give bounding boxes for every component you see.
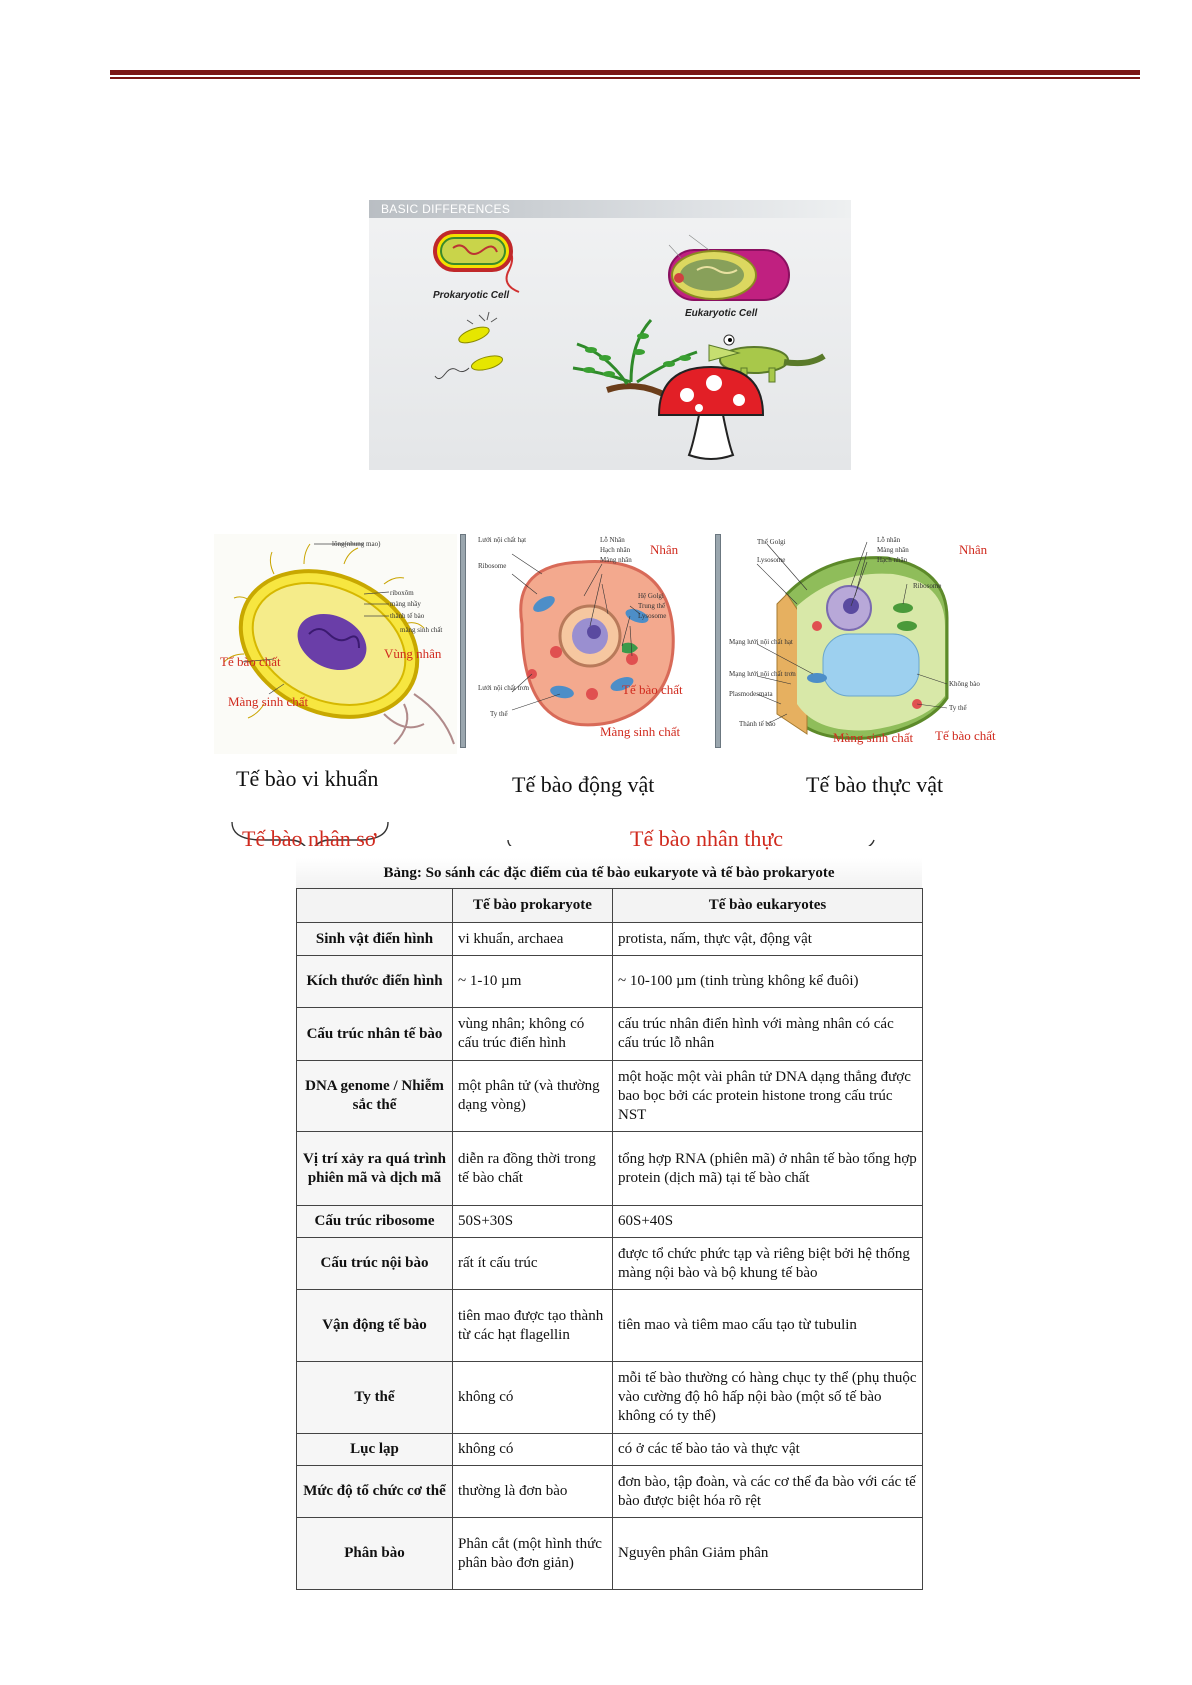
eukaryote-cell: tổng hợp RNA (phiên mã) ở nhân tế bào tổng hợp protein (dịch mã) tại tế bào chất (613, 1132, 923, 1206)
feature-cell: Ty thể (297, 1362, 453, 1434)
nuclear-pore-label: Lỗ nhân (877, 536, 901, 544)
eukaryote-cell: tiên mao và tiêm mao cấu tạo từ tubulin (613, 1290, 923, 1362)
eukaryote-cell: ~ 10-100 µm (tinh trùng không kể đuôi) (613, 956, 923, 1008)
prokaryote-cell: không có (453, 1362, 613, 1434)
feature-cell: Vận động tế bào (297, 1290, 453, 1362)
cell-types-figure (210, 530, 1010, 860)
prokaryotic-cell-icon (435, 232, 519, 292)
prokaryote-cell: vùng nhân; không có cấu trúc điển hình (453, 1008, 613, 1061)
basic-differences-figure (369, 200, 851, 470)
prokaryotic-group-caption: Tế bào nhân sơ (242, 826, 377, 851)
table-row (297, 1132, 923, 1206)
table-header-row (297, 889, 923, 923)
nucleoid-label: Vùng nhân (384, 646, 442, 661)
header-rule (110, 70, 1140, 79)
eukaryote-cell: đơn bào, tập đoàn, và các cơ thể đa bào với các tế bào được biệt hóa rõ rệt (613, 1466, 923, 1518)
animal-caption: Tế bào động vật (512, 772, 655, 797)
eukaryote-cell: mỗi tế bào thường có hàng chục ty thể (phụ thuộc vào cường độ hô hấp nội bào (một số tế bào không có ty thể) (613, 1362, 923, 1434)
plant-caption: Tế bào thực vật (806, 772, 944, 797)
table-row (297, 923, 923, 956)
prokaryote-cell: Phân cắt (một hình thức phân bào đơn giản) (453, 1518, 613, 1590)
header-cell-empty (297, 889, 453, 923)
table-row (297, 1434, 923, 1466)
plant-cell-panel (727, 534, 1000, 754)
feature-cell: Mức độ tổ chức cơ thể (297, 1466, 453, 1518)
bacteria-cell-icon (214, 534, 457, 754)
lysosome-label: Lysosome (638, 612, 667, 620)
prokaryote-cell: vi khuẩn, archaea (453, 923, 613, 956)
animal-cell-panel (472, 534, 712, 754)
ribosome-label: riboxôm (390, 589, 414, 597)
eukaryotic-cell-label: Eukaryotic Cell (685, 308, 758, 319)
nucleolus-label: Hạch nhân (877, 556, 908, 564)
flagella-label: lông(nhung mao) (332, 540, 381, 548)
feature-cell: Phân bào (297, 1518, 453, 1590)
nuclear-pore-label: Lỗ Nhân (600, 536, 625, 544)
lysosome-label: Lysosome (757, 556, 786, 564)
plasma-membrane-label: Màng sinh chất (228, 694, 309, 709)
header-cell-prokaryote: Tế bào prokaryote (453, 889, 613, 923)
capsule-label: màng nhầy (390, 600, 421, 608)
nucleus-label: Nhân (959, 542, 988, 557)
golgi-label: Thể Golgi (757, 538, 786, 546)
bacteria-icon (435, 312, 504, 379)
cell-membrane-small-label: màng sinh chất (400, 626, 443, 634)
mitochondria-label: Ty thể (949, 704, 967, 712)
feature-cell: Lục lạp (297, 1434, 453, 1466)
prokaryote-cell: tiên mao được tạo thành từ các hạt flagellin (453, 1290, 613, 1362)
prokaryotic-cell-label: Prokaryotic Cell (433, 290, 510, 301)
plasma-membrane-label: Màng sinh chất (600, 724, 681, 739)
rough-er-label: Mạng lưới nội chất hạt (729, 638, 793, 646)
nucleolus-label: Hạch nhân (600, 546, 631, 554)
table-row (297, 1518, 923, 1590)
table-row (297, 1466, 923, 1518)
mushroom-icon (659, 367, 763, 459)
table-row (297, 1061, 923, 1132)
table-row (297, 1290, 923, 1362)
cell-wall-label: Thành tế bào (739, 720, 776, 728)
table-title: Bảng: So sánh các đặc điểm của tế bào eukaryote và tế bào prokaryote (296, 858, 922, 888)
nucleus-label: Nhân (650, 542, 679, 557)
eukaryote-cell: Nguyên phân Giảm phân (613, 1518, 923, 1590)
feature-cell: Cấu trúc nội bào (297, 1238, 453, 1290)
golgi-label: Hệ Golgi (638, 592, 664, 600)
rough-er-label: Lưới nội chất hạt (478, 536, 527, 544)
feature-cell: Kích thước điển hình (297, 956, 453, 1008)
nuclear-membrane-label: Màng nhân (877, 546, 909, 554)
bacteria-cell-panel (214, 534, 457, 754)
feature-cell: Cấu trúc nhân tế bào (297, 1008, 453, 1061)
prokaryote-cell: rất ít cấu trúc (453, 1238, 613, 1290)
smooth-er-label: Mạng lưới nội chất trơn (729, 670, 796, 678)
cytoplasm-label: Tế bào chất (935, 728, 996, 743)
feature-cell: DNA genome / Nhiễm sắc thể (297, 1061, 453, 1132)
eukaryote-cell: 60S+40S (613, 1206, 923, 1238)
eukaryotic-group-caption: Tế bào nhân thực (630, 826, 784, 851)
cytoplasm-label: Tế bào chất (622, 682, 683, 697)
cell-illustrations (369, 200, 851, 470)
ribosome-label: Ribosome (478, 562, 507, 570)
eukaryote-cell: có ở các tế bào tảo và thực vật (613, 1434, 923, 1466)
panel-divider (715, 534, 721, 748)
prokaryote-cell: không có (453, 1434, 613, 1466)
eukaryote-cell: một hoặc một vài phân tử DNA dạng thẳng được bao bọc bởi các protein histone trong cấu trúc NST (613, 1061, 923, 1132)
mitochondria-label: Ty thể (490, 710, 508, 718)
comparison-table (296, 888, 923, 1590)
feature-cell: Vị trí xảy ra quá trình phiên mã và dịch mã (297, 1132, 453, 1206)
prokaryote-cell: thường là đơn bào (453, 1466, 613, 1518)
plasmodesmata-label: Plasmodesmata (729, 690, 773, 698)
table-row (297, 1008, 923, 1061)
ribosome-label: Ribosome (913, 582, 942, 590)
plasma-membrane-label: Màng sinh chất (833, 730, 914, 745)
feature-cell: Cấu trúc ribosome (297, 1206, 453, 1238)
eukaryote-cell: protista, nấm, thực vật, động vật (613, 923, 923, 956)
animal-cell-icon (472, 534, 712, 754)
panel-divider (460, 534, 466, 748)
eukaryotic-cell-icon (669, 235, 789, 300)
comparison-table-block (296, 858, 922, 1590)
cell-wall-label: thành tế bào (390, 612, 425, 620)
prokaryote-cell: diễn ra đồng thời trong tế bào chất (453, 1132, 613, 1206)
prokaryote-cell: 50S+30S (453, 1206, 613, 1238)
smooth-er-label: Lưới nội chất trơn (478, 684, 530, 692)
table-row (297, 1238, 923, 1290)
bacteria-caption: Tế bào vi khuẩn (236, 766, 379, 791)
banner-text: BASIC DIFFERENCES (381, 202, 511, 216)
prokaryote-cell: một phân tử (và thường dạng vòng) (453, 1061, 613, 1132)
eukaryote-cell: được tổ chức phức tạp và riêng biệt bởi hệ thống màng nội bào và bộ khung tế bào (613, 1238, 923, 1290)
prokaryote-cell: ~ 1-10 µm (453, 956, 613, 1008)
eukaryote-cell: cấu trúc nhân điển hình với màng nhân có các cấu trúc lỗ nhân (613, 1008, 923, 1061)
header-cell-eukaryote: Tế bào eukaryotes (613, 889, 923, 923)
table-row (297, 1362, 923, 1434)
nuclear-membrane-label: Màng nhân (600, 556, 632, 564)
feature-cell: Sinh vật điển hình (297, 923, 453, 956)
table-row (297, 1206, 923, 1238)
cytoplasm-label: Tế bào chất (220, 654, 281, 669)
centrosome-label: Trung thể (638, 602, 666, 610)
table-row (297, 956, 923, 1008)
vacuole-label: Không bào (949, 680, 980, 688)
